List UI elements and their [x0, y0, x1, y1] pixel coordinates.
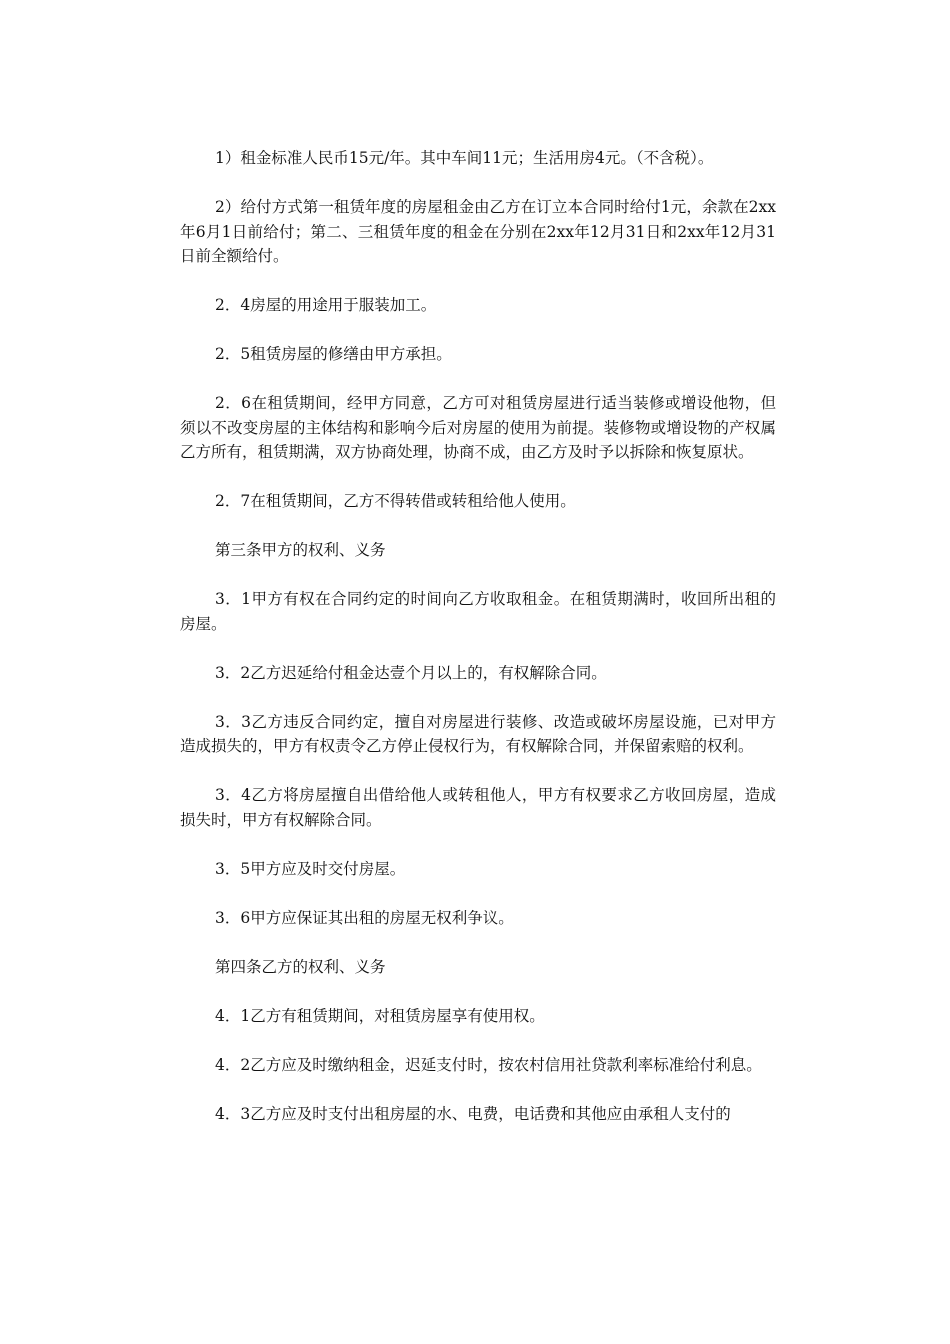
clause-3-4-paragraph: 3．4乙方将房屋擅自出借给他人或转租他人，甲方有权要求乙方收回房屋，造成损失时，甲方有权解除合同。 — [180, 786, 776, 829]
article-3-heading: 第三条甲方的权利、义务 — [215, 541, 386, 559]
clause-4-2-paragraph: 4．2乙方应及时缴纳租金，迟延支付时，按农村信用社贷款利率标准给付利息。 — [215, 1055, 762, 1074]
clause-3-2-paragraph: 3．2乙方迟延给付租金达壹个月以上的，有权解除合同。 — [215, 663, 607, 682]
clause-3-5-paragraph: 3．5甲方应及时交付房屋。 — [215, 859, 406, 878]
payment-method-paragraph: 2）给付方式第一租赁年度的房屋租金由乙方在订立本合同时给付1元，余款在2xx年6月1日前给付；第二、三租赁年度的租金在分别在2xx年12月31日和2xx年12月31日前全额给付。 — [180, 198, 776, 265]
rent-standard-paragraph: 1）租金标准人民币15元/年。其中车间11元；生活用房4元。（不含税）。 — [215, 149, 714, 167]
clause-3-3-paragraph: 3．3乙方违反合同约定，擅自对房屋进行装修、改造或破坏房屋设施，已对甲方造成损失的，甲方有权责令乙方停止侵权行为，有权解除合同，并保留索赔的权利。 — [180, 712, 776, 755]
article-4-heading: 第四条乙方的权利、义务 — [215, 957, 386, 976]
clause-2-5-paragraph: 2．5租赁房屋的修缮由甲方承担。 — [215, 345, 452, 363]
clause-4-3-paragraph: 4．3乙方应及时支付出租房屋的水、电费，电话费和其他应由承租人支付的 — [215, 1104, 731, 1123]
document-body — [180, 146, 776, 1151]
clause-2-4-paragraph: 2．4房屋的用途用于服装加工。 — [215, 296, 437, 314]
clause-4-1-paragraph: 4．1乙方有租赁期间，对租赁房屋享有使用权。 — [215, 1006, 545, 1025]
clause-3-1-paragraph: 3．1甲方有权在合同约定的时间向乙方收取租金。在租赁期满时，收回所出租的房屋。 — [180, 590, 776, 633]
clause-2-7-paragraph: 2．7在租赁期间，乙方不得转借或转租给他人使用。 — [215, 492, 576, 510]
clause-3-6-paragraph: 3．6甲方应保证其出租的房屋无权利争议。 — [215, 908, 514, 927]
clause-2-6-paragraph: 2．6在租赁期间，经甲方同意，乙方可对租赁房屋进行适当装修或增设他物，但须以不改变房屋的主体结构和影响今后对房屋的使用为前提。装修物或增设物的产权属乙方所有，租赁期满，双方协商处理，协商不成，由乙方及时予以拆除和恢复原状。 — [180, 394, 776, 461]
